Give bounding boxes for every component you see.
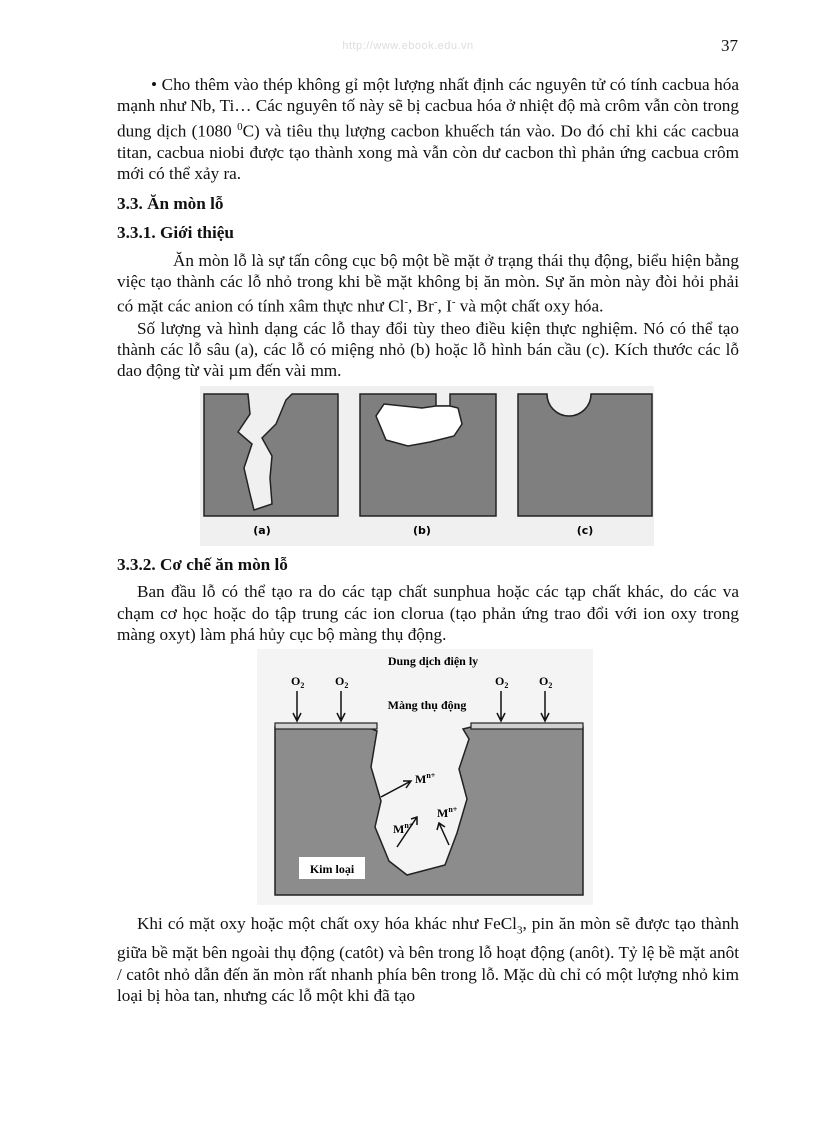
passive-film-right — [471, 723, 583, 729]
label-b: (b) — [413, 523, 431, 537]
metal-label: Kim loại — [309, 862, 355, 877]
corrosion-cell-paragraph: Khi có mặt oxy hoặc một chất oxy hóa khác như FeCl$_3$, pin ăn mòn sẽ được tạo thành giữa bề mặt bên ngoài thụ động (catôt) và bên trong lỗ hoạt động (anôt). Tỷ lệ bề mặt anôt / catôt nhỏ dẫn đến ăn mòn rất nhanh phía bên trong lỗ. Mặc dù chỉ có một lượng nhỏ kim loại bị hòa tan, nhưng các lỗ một khi đã tạo — [117, 914, 740, 1006]
section-heading-3-3: 3.3. Ăn mòn lỗ — [117, 193, 224, 213]
section-heading-3-3-2: 3.3.2. Cơ chế ăn mòn lỗ — [117, 554, 288, 574]
ion-label-1: $M^{n+}$ — [415, 771, 436, 787]
passive-film-label: Màng thụ động — [387, 698, 467, 713]
label-c: (c) — [576, 523, 594, 537]
passive-film-left — [275, 723, 377, 729]
pit-b-diagram — [360, 394, 496, 516]
ion-label-2: $M^{n+}$ — [393, 821, 414, 837]
mechanism-paragraph: Ban đầu lỗ có thể tạo ra do các tạp chất sunphua hoặc các tạp chất khác, do các va chạm cơ học hoặc do tập trung các ion clorua (tạo phản ứng trao đổi với ion oxy trong màng oxyt) làm phá hủy cục bộ màng thụ động. — [117, 582, 739, 644]
label-a: (a) — [253, 523, 271, 537]
section-heading-3-3-1: 3.3.1. Giới thiệu — [117, 223, 234, 243]
pitting-mechanism-diagram — [257, 649, 593, 905]
o2-label-2: $O_2$ — [335, 674, 349, 691]
pit-types-paragraph: Số lượng và hình dạng các lỗ thay đổi tùy theo điều kiện thực nghiệm. Nó có thể tạo thành các lỗ sâu (a), các lỗ có miệng nhỏ (b) hoặc lỗ hình bán cầu (c). Kích thước các lỗ dao động từ vài µm đến vài mm. — [117, 318, 739, 381]
intro-paragraph: Ăn mòn lỗ là sự tấn công cục bộ một bề mặt ở trạng thái thụ động, biểu hiện bằng việc tạo thành các lỗ nhỏ trong khi bề mặt không bị ăn mòn. Sự ăn mòn này đòi hỏi phải có mặt các anion có tính xâm thực như Cl-, Br-, I- và một chất oxy hóa. — [117, 250, 739, 317]
solution-label: Dung dịch điện ly — [387, 654, 479, 669]
page-number: 37 — [721, 36, 738, 55]
watermark: http://www.ebook.edu.vn — [342, 40, 474, 52]
pit-c-diagram — [518, 394, 652, 516]
o2-label-1: $O_2$ — [291, 674, 305, 691]
ion-label-3: $M^{n+}$ — [437, 805, 458, 821]
o2-label-4: $O_2$ — [539, 674, 553, 691]
o2-label-3: $O_2$ — [495, 674, 509, 691]
pit-shapes-figure — [200, 386, 654, 546]
bullet-paragraph: • Cho thêm vào thép không gỉ một lượng nhất định các nguyên tử có tính cacbua hóa mạnh như Nb, Ti… Các nguyên tố này sẽ bị cacbua hóa ở nhiệt độ mà crôm vẫn còn trong dung dịch (1080 $^0$C) và tiêu thụ lượng cacbon khuếch tán vào. Do đó chỉ khi các cacbua titan, cacbua niobi được tạo thành xong mà vẫn còn dư cacbon thì phản ứng cacbua crôm mới có thể xảy ra. — [117, 75, 739, 184]
document-body — [117, 74, 739, 1006]
